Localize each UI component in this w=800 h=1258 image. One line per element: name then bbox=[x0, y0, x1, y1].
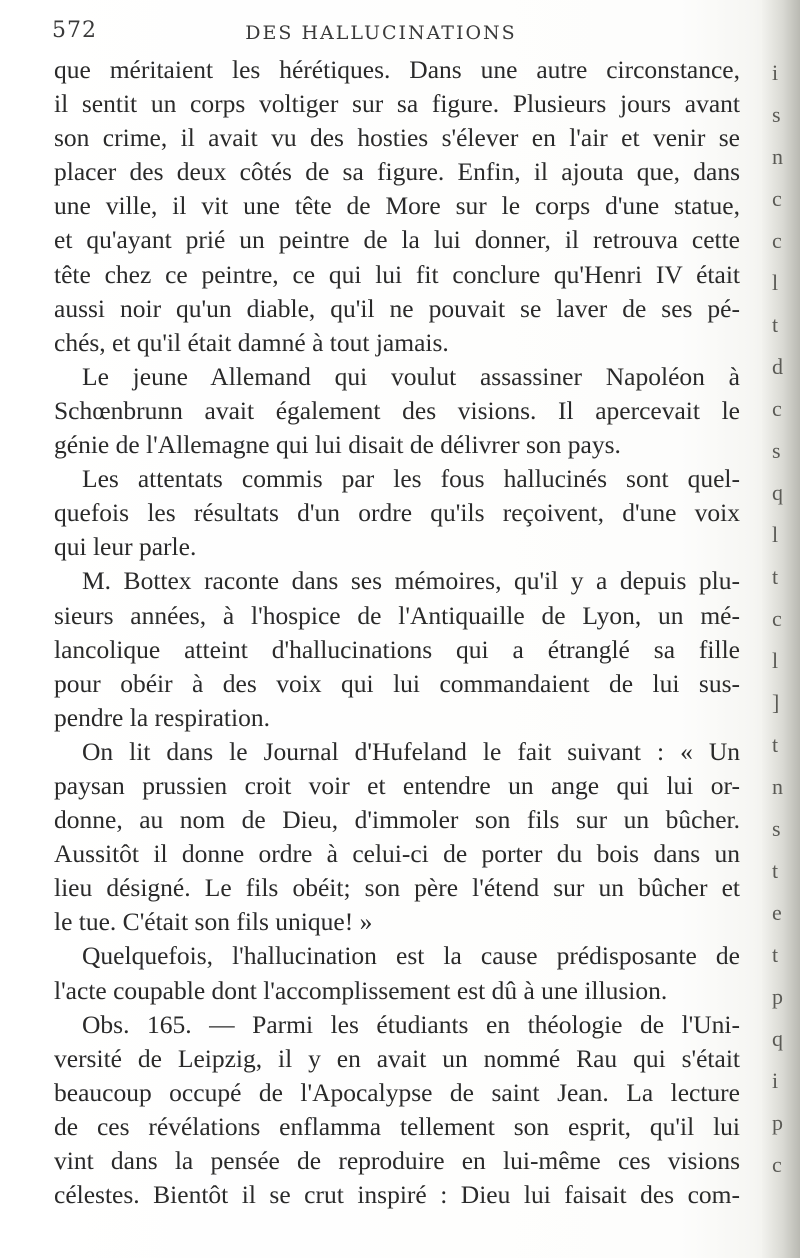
margin-fragment: t bbox=[772, 312, 779, 337]
margin-fragment: n bbox=[772, 774, 783, 799]
margin-fragment: t bbox=[772, 942, 779, 967]
margin-fragment: d bbox=[772, 354, 783, 379]
paragraph-start-line: Le jeune Allemand qui voulut assassiner Napoléon à bbox=[82, 361, 740, 391]
text-line: il sentit un corps voltiger sur sa figure. Plusieurs jours avant bbox=[54, 89, 740, 119]
paragraph-start-line: On lit dans le Journal d'Hufeland le fait suivant : « Un bbox=[82, 736, 740, 766]
margin-fragment: s bbox=[772, 816, 781, 841]
text-line: placer des deux côtés de sa figure. Enfin, il ajouta que, dans bbox=[54, 157, 740, 187]
text-line: que méritaient les hérétiques. Dans une autre circonstance, bbox=[54, 55, 740, 84]
text-line: aussi noir qu'un diable, qu'il ne pouvait se laver de ses pé- bbox=[54, 293, 740, 323]
margin-fragment: p bbox=[772, 984, 783, 1009]
observation-start-line: Obs. 165. — Parmi les étudiants en théologie de l'Uni- bbox=[82, 1009, 740, 1039]
text-line: donne, au nom de Dieu, d'immoler son fils sur un bûcher. bbox=[54, 805, 740, 835]
body-text bbox=[54, 53, 740, 1212]
text-line: Schœnbrunn avait également des visions. Il apercevait le bbox=[54, 395, 740, 425]
margin-fragment: n bbox=[772, 144, 783, 169]
paragraph-start-line: Quelquefois, l'hallucination est la cause prédisposante de bbox=[82, 941, 740, 971]
margin-fragment: q bbox=[772, 1026, 783, 1051]
margin-fragment: t bbox=[772, 732, 779, 757]
margin-fragment: i bbox=[772, 60, 779, 85]
margin-fragment: l bbox=[772, 522, 779, 547]
text-line: sieurs années, à l'hospice de l'Antiquaille de Lyon, un mé- bbox=[54, 600, 740, 630]
page-number: 572 bbox=[52, 18, 97, 43]
text-line: paysan prussien croit voir et entendre un ange qui lui or- bbox=[54, 770, 740, 800]
margin-fragment: c bbox=[772, 228, 782, 253]
text-line: vint dans la pensée de reproduire en lui-même ces visions bbox=[54, 1146, 740, 1175]
text-line: son crime, il avait vu des hosties s'élever en l'air et venir se bbox=[54, 123, 740, 153]
margin-fragment: p bbox=[772, 1110, 783, 1135]
margin-fragment: c bbox=[772, 396, 782, 421]
text-line: lancolique atteint d'hallucinations qui a étranglé sa fille bbox=[54, 634, 740, 664]
text-line: lieu désigné. Le fils obéit; son père l'étend sur un bûcher et bbox=[54, 873, 740, 903]
paragraph-end-line: pendre la respiration. bbox=[54, 702, 270, 732]
running-title: DES HALLUCINATIONS bbox=[245, 22, 517, 44]
margin-fragment: q bbox=[772, 480, 783, 505]
paragraph-end-line: l'acte coupable dont l'accomplissement est dû à une illusion. bbox=[54, 975, 668, 1005]
text-line: pour obéir à des voix qui lui commandaient de lui sus- bbox=[54, 668, 740, 698]
margin-fragment: c bbox=[772, 186, 782, 211]
text-line: quefois les résultats d'un ordre qu'ils reçoivent, d'une voix bbox=[54, 498, 740, 528]
paragraph-end-line: le tue. C'était son fils unique! » bbox=[54, 907, 373, 937]
text-line: une ville, il vit une tête de More sur le corps d'une statue, bbox=[54, 191, 740, 221]
margin-fragment: l bbox=[772, 270, 779, 295]
paragraph-end-line: génie de l'Allemagne qui lui disait de délivrer son pays. bbox=[54, 430, 621, 460]
text-line: célestes. Bientôt il se crut inspiré : Dieu lui faisait des com- bbox=[54, 1180, 740, 1210]
text-line: de ces révélations enflamma tellement son esprit, qu'il lui bbox=[54, 1111, 740, 1141]
margin-fragment: l bbox=[772, 648, 779, 673]
text-line: tête chez ce peintre, ce qui lui fit conclure qu'Henri IV était bbox=[54, 259, 740, 289]
margin-fragment: t bbox=[772, 564, 779, 589]
text-line: et qu'ayant prié un peintre de la lui donner, il retrouva cette bbox=[54, 225, 740, 255]
margin-fragment: e bbox=[772, 900, 782, 925]
margin-fragment: i bbox=[772, 1068, 779, 1093]
facing-page-margin-fragments bbox=[772, 60, 792, 1194]
paragraph-end-line: qui leur parle. bbox=[54, 532, 197, 562]
text-line: Aussitôt il donne ordre à celui-ci de porter du bois dans un bbox=[54, 839, 740, 869]
text-line: versité de Leipzig, il y en avait un nommé Rau qui s'était bbox=[54, 1043, 740, 1073]
margin-fragment: t bbox=[772, 858, 779, 883]
margin-fragment: s bbox=[772, 438, 781, 463]
text-line: beaucoup occupé de l'Apocalypse de saint Jean. La lecture bbox=[54, 1077, 740, 1107]
margin-fragment: c bbox=[772, 606, 782, 631]
paragraph-start-line: M. Bottex raconte dans ses mémoires, qu'il y a depuis plu- bbox=[82, 566, 740, 596]
margin-fragment: c bbox=[772, 1152, 782, 1177]
paragraph-start-line: Les attentats commis par les fous hallucinés sont quel- bbox=[82, 464, 740, 494]
margin-fragment: s bbox=[772, 102, 781, 127]
margin-fragment: ] bbox=[772, 690, 780, 715]
paragraph-end-line: chés, et qu'il était damné à tout jamais. bbox=[54, 327, 449, 357]
